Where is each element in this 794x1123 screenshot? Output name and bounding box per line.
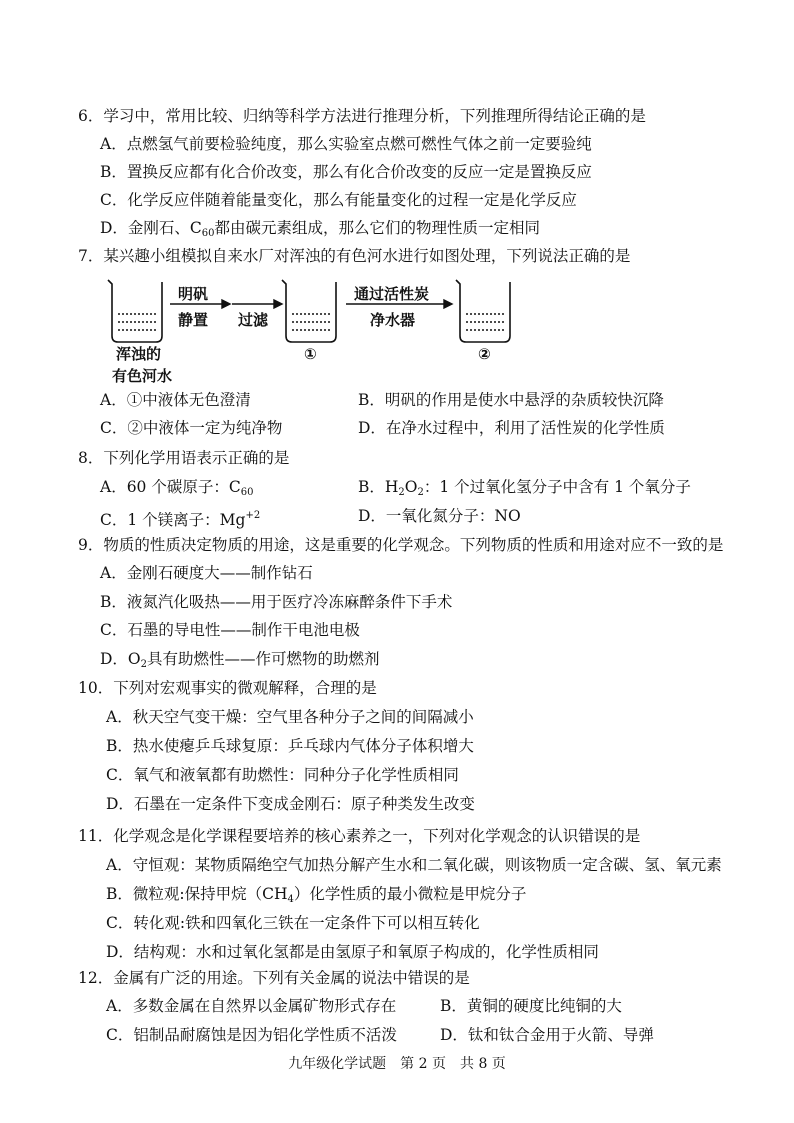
- q6-option-b: B．置换反应都有化合价改变，那么有化合价改变的反应一定是置换反应: [100, 163, 592, 181]
- q11-b-pre: B．微粒观:保持甲烷（CH: [106, 885, 288, 903]
- q8-option-a: [100, 477, 253, 503]
- q10-stem: 10．下列对宏观事实的微观解释，合理的是: [78, 679, 377, 697]
- q11-b-sub: 4: [287, 894, 294, 905]
- q7-option-d: D．在净水过程中，利用了活性炭的化学性质: [358, 419, 665, 437]
- q6-d-pre: D．金刚石、C: [100, 219, 202, 237]
- q9-option-a: A．金刚石硬度大——制作钻石: [100, 564, 313, 582]
- label-alum: 明矾: [178, 285, 209, 303]
- beaker-river-water: [108, 280, 162, 342]
- water-treatment-diagram: [100, 272, 620, 392]
- q12-stem: 12．金属有广泛的用途。下列有关金属的说法中错误的是: [78, 969, 470, 987]
- q9-d-sub: 2: [140, 659, 148, 670]
- q10-option-b: B．热水使瘪乒乓球复原：乒乓球内气体分子体积增大: [106, 737, 474, 755]
- label-purifier: 净水器: [370, 311, 416, 329]
- q8-a-sub: 60: [240, 487, 254, 498]
- page-footer: 九年级化学试题 第 2 页 共 8 页: [288, 1056, 506, 1072]
- q11-option-a: A．守恒观：某物质隔绝空气加热分解产生水和二氧化碳，则该物质一定含碳、氢、氧元素: [106, 856, 722, 874]
- q7-stem: 7．某兴趣小组模拟自来水厂对浑浊的有色河水进行如图处理，下列说法正确的是: [78, 247, 631, 265]
- q8-b-post: ：1 个过氧化氢分子中含有 1 个氧分子: [423, 478, 691, 496]
- q10-option-a: A．秋天空气变干燥：空气里各种分子之间的间隔减小: [106, 708, 474, 726]
- q8-option-b: [358, 477, 691, 503]
- label-activated-carbon: 通过活性炭: [354, 285, 430, 303]
- q8-b-sub2: 2: [417, 487, 424, 498]
- q9-option-d: [100, 649, 380, 675]
- q12-option-d: D．钛和钛合金用于火箭、导弹: [440, 1026, 654, 1044]
- q8-b-pre: B．H: [358, 478, 399, 496]
- q8-option-d: D．一氧化氮分子：NO: [358, 507, 521, 525]
- beaker-two: [456, 280, 510, 342]
- q9-stem: 9．物质的性质决定物质的用途，这是重要的化学观念。下列物质的性质和用途对应不一致的是: [78, 536, 724, 554]
- q11-option-d: D．结构观：水和过氧化氢都是由氢原子和氧原子构成的，化学性质相同: [106, 943, 599, 961]
- q7-option-b: B．明矾的作用是使水中悬浮的杂质较快沉降: [358, 391, 664, 409]
- q8-c-sup: +2: [245, 510, 261, 521]
- q9-d-post: 具有助燃性——作可燃物的助燃剂: [147, 650, 380, 668]
- q11-b-post: ）化学性质的最小微粒是甲烷分子: [293, 885, 527, 903]
- beaker-one: [282, 280, 336, 342]
- q9-option-b: B．液氮汽化吸热——用于医疗冷冻麻醉条件下手术: [100, 593, 453, 611]
- q6-option-d: [100, 218, 540, 244]
- q9-option-c: C．石墨的导电性——制作干电池电极: [100, 621, 360, 639]
- q6-d-sub: 60: [201, 228, 215, 239]
- q8-b-mid: O: [404, 478, 418, 496]
- q8-a-pre: A．60 个碳原子：C: [100, 478, 241, 496]
- q11-option-c: C．转化观:铁和四氧化三铁在一定条件下可以相互转化: [106, 914, 480, 932]
- label-beaker-one: ①: [304, 345, 317, 363]
- q11-stem: 11．化学观念是化学课程要培养的核心素养之一，下列对化学观念的认识错误的是: [78, 827, 641, 845]
- q12-option-b: B．黄铜的硬度比纯铜的大: [440, 997, 622, 1015]
- q10-option-c: C．氧气和液氧都有助燃性：同种分子化学性质相同: [106, 766, 459, 784]
- q7-option-a: A．①中液体无色澄清: [100, 391, 251, 409]
- q8-stem: 8．下列化学用语表示正确的是: [78, 449, 290, 467]
- q8-b-sub1: 2: [398, 487, 405, 498]
- label-turbid-water-line1: 浑浊的: [116, 345, 162, 363]
- q12-option-a: A．多数金属在自然界以金属矿物形式存在: [106, 997, 397, 1015]
- arrow-step2: [232, 300, 282, 308]
- q6-d-post: 都由碳元素组成，那么它们的物理性质一定相同: [214, 219, 541, 237]
- q6-option-a: A．点燃氢气前要检验纯度，那么实验室点燃可燃性气体之前一定要验纯: [100, 135, 592, 153]
- q10-option-d: D．石墨在一定条件下变成金刚石：原子种类发生改变: [106, 795, 475, 813]
- q6-stem: 6．学习中，常用比较、归纳等科学方法进行推理分析，下列推理所得结论正确的是: [78, 107, 646, 125]
- label-filter: 过滤: [238, 311, 269, 329]
- label-beaker-two: ②: [478, 345, 491, 363]
- q12-option-c: C．铝制品耐腐蚀是因为铝化学性质不活泼: [106, 1026, 397, 1044]
- label-settle: 静置: [178, 311, 209, 329]
- q6-option-c: C．化学反应伴随着能量变化，那么有能量变化的过程一定是化学反应: [100, 191, 577, 209]
- q8-c-pre: C．1 个镁离子：Mg: [100, 511, 246, 529]
- q9-d-pre: D．O: [100, 650, 141, 668]
- label-turbid-water-line2: 有色河水: [112, 367, 173, 385]
- q11-option-b: [106, 884, 526, 910]
- q8-option-c: [100, 506, 260, 530]
- q7-option-c: C．②中液体一定为纯净物: [100, 419, 283, 437]
